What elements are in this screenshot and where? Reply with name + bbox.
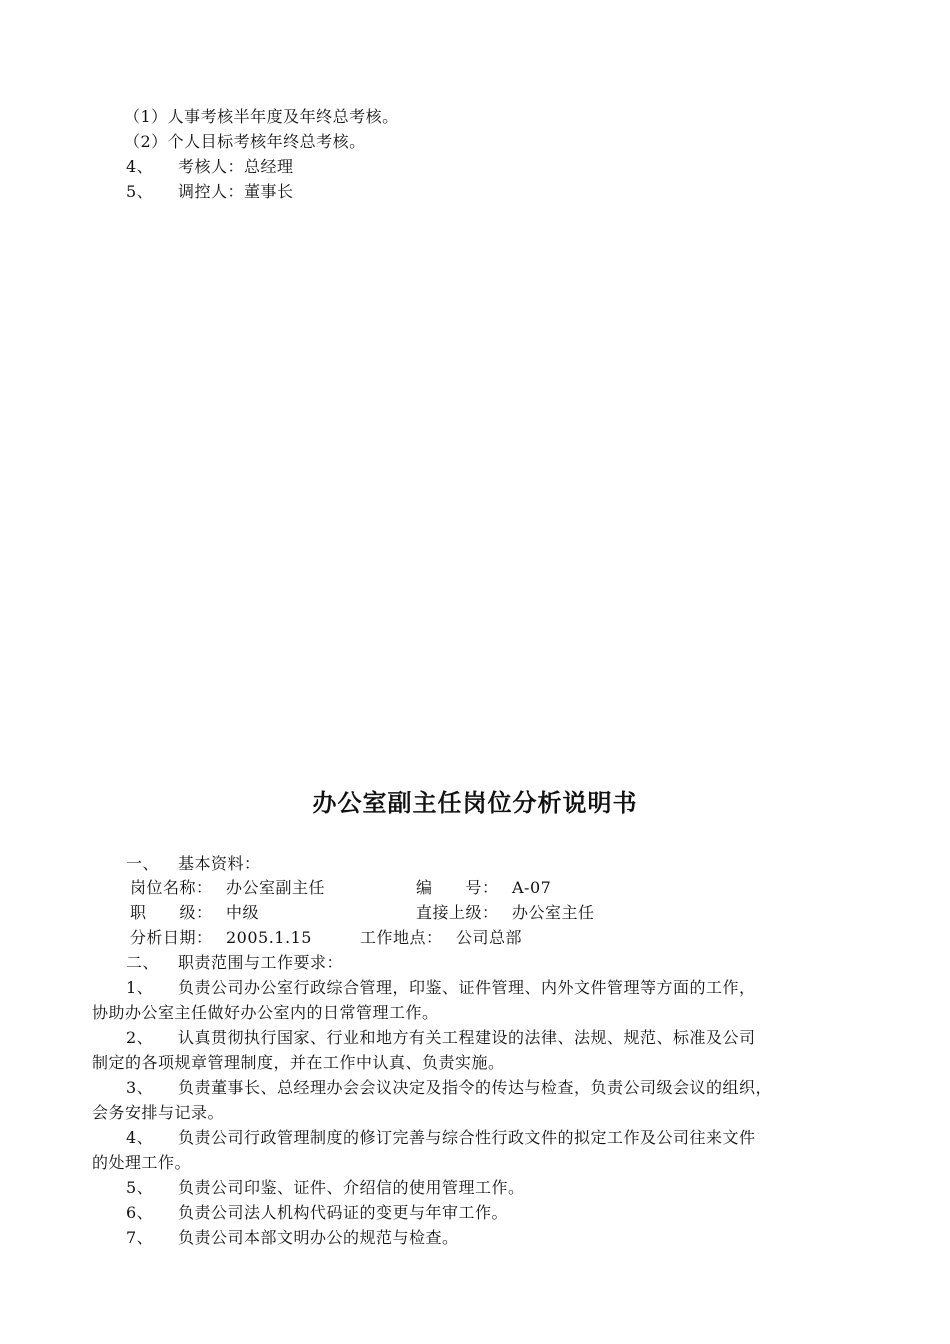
date-label: 分析日期： [130,928,213,947]
section2-heading: 职责范围与工作要求： [178,953,344,972]
duty-3-line1: 负责董事长、总经理办会会议决定及指令的传达与检查，负责公司级会议的组织， [178,1078,773,1097]
role-controller: 调控人：董事长 [178,182,294,201]
duty-4-number: 4、 [126,1128,154,1147]
duty-5-line1: 负责公司印鉴、证件、介绍信的使用管理工作。 [178,1178,525,1197]
document-title: 办公室副主任岗位分析说明书 [312,789,638,817]
code-value: A-07 [512,878,552,897]
duty-4-line1: 负责公司行政管理制度的修订完善与综合性行政文件的拟定工作及公司往来文件 [178,1128,756,1147]
role-num-5: 5、 [126,182,154,201]
location-label: 工作地点： [360,928,443,947]
position-name-label: 岗位名称： [130,878,213,897]
duty-3-line2: 会务安排与记录。 [92,1103,225,1122]
superior-value: 办公室主任 [512,903,595,922]
duty-2-line1: 认真贯彻执行国家、行业和地方有关工程建设的法律、法规、规范、标准及公司 [178,1028,756,1047]
duty-1-number: 1、 [126,978,154,997]
location-value: 公司总部 [456,928,523,947]
duty-6-line1: 负责公司法人机构代码证的变更与年审工作。 [178,1203,509,1222]
duty-2-line2: 制定的各项规章管理制度，并在工作中认真、负责实施。 [92,1053,505,1072]
assessment-item-2: （2）个人目标考核年终总考核。 [124,132,366,151]
assessment-item-1: （1）人事考核半年度及年终总考核。 [124,107,399,126]
role-assessor: 考核人：总经理 [178,157,294,176]
duty-1-line2: 协助办公室主任做好办公室内的日常管理工作。 [92,1003,439,1022]
role-num-4: 4、 [126,157,154,176]
duty-1-line1: 负责公司办公室行政综合管理，印鉴、证件管理、内外文件管理等方面的工作， [178,978,756,997]
level-value: 中级 [226,903,260,922]
duty-7-line1: 负责公司本部文明办公的规范与检查。 [178,1228,459,1247]
position-name-value: 办公室副主任 [226,878,326,897]
duty-6-number: 6、 [126,1203,154,1222]
duty-2-number: 2、 [126,1028,154,1047]
duty-7-number: 7、 [126,1228,154,1247]
duty-3-number: 3、 [126,1078,154,1097]
duty-5-number: 5、 [126,1178,154,1197]
superior-label: 直接上级： [416,903,499,922]
level-label: 职 级： [130,903,213,922]
section1-heading: 基本资料： [178,854,261,873]
section1-number: 一、 [126,854,160,873]
date-value: 2005.1.15 [226,928,312,947]
duty-4-line2: 的处理工作。 [92,1153,192,1172]
section2-number: 二、 [126,953,160,972]
code-label: 编 号： [416,878,499,897]
